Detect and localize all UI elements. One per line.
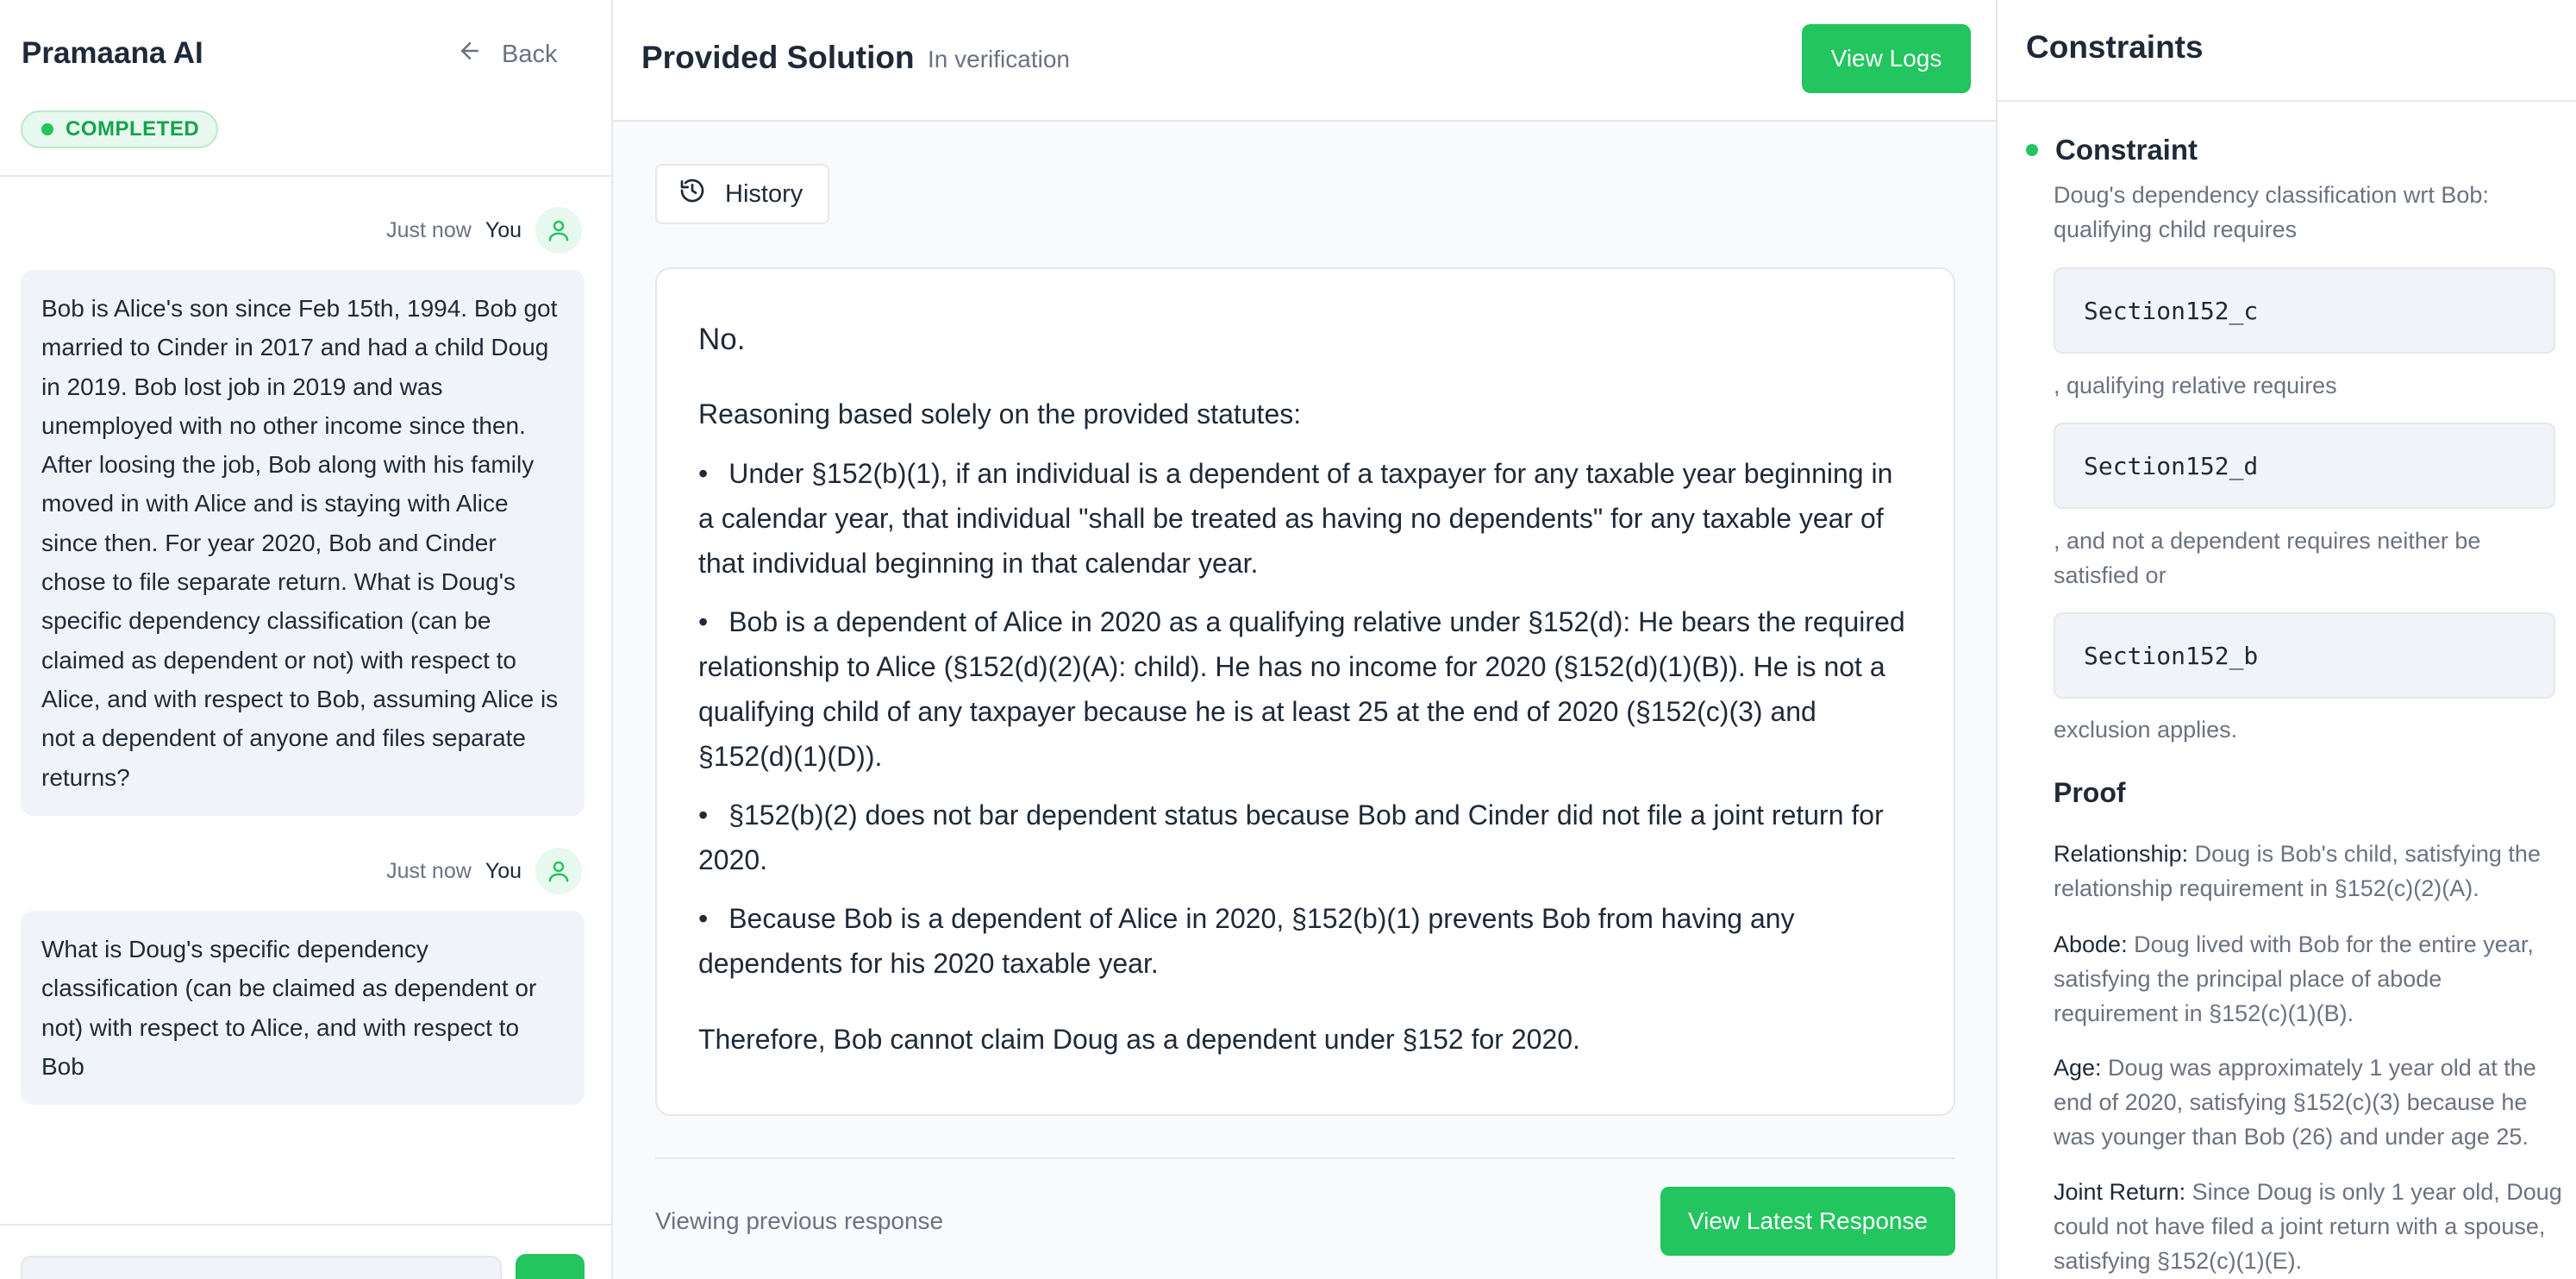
constraint-heading xyxy=(2026,134,2198,166)
proof-item xyxy=(2054,837,2566,906)
page-title: Provided Solution xyxy=(641,40,915,75)
constraint-status-dot xyxy=(2026,144,2038,156)
constraint-description: , qualifying relative requires xyxy=(2054,373,2337,398)
proof-text: Since Doug is only 1 year old, Doug could not have filed a joint return with a spouse, satisfying §152(c)(1)(E). xyxy=(2054,1179,2562,1274)
message-author: You xyxy=(485,217,522,242)
proof-item xyxy=(2054,1050,2566,1154)
chat-panel xyxy=(0,0,613,1279)
reasoning-intro: Reasoning based solely on the provided statutes: xyxy=(698,398,1302,429)
proof-label: Joint Return: xyxy=(2054,1179,2186,1205)
user-icon xyxy=(546,858,572,884)
view-latest-response-button[interactable]: View Latest Response xyxy=(1660,1187,1955,1256)
solution-card xyxy=(655,267,1955,1116)
reasoning-point: • Under §152(b)(1), if an individual is a dependent of a taxpayer for any taxable year beginning in a calendar year, that individual "shall be treated as having no dependents" for any taxable year of that individual beginning in that calendar year. xyxy=(698,451,1912,586)
back-button[interactable] xyxy=(457,38,557,71)
constraint-title: Constraint xyxy=(2055,134,2198,166)
user-message: What is Doug's specific dependency classification (can be claimed as dependent or not) with respect to Alice, and with respect to Bob xyxy=(21,911,585,1105)
reasoning-point: • Bob is a dependent of Alice in 2020 as a qualifying relative under §152(d): He bears the required relationship to Alice (§152(d)(2)(A): child). He has no income for 2020 (§152(d)(1)(B)). He is not a qualifying child of any taxpayer because he is at least 25 at the end of 2020 (§152(c)(3) and §152(d)(1)(D)). xyxy=(698,599,1912,779)
constraint-description: Doug's dependency classification wrt Bob: qualifying child requires xyxy=(2054,182,2489,242)
solution-answer: No. xyxy=(698,323,746,356)
user-icon xyxy=(546,217,572,243)
user-avatar xyxy=(535,848,582,894)
message-meta xyxy=(386,848,582,894)
history-label: History xyxy=(725,179,803,208)
proof-text: Doug was approximately 1 year old at the end of 2020, satisfying §152(c)(3) because he was younger than Bob (26) and under age 25. xyxy=(2054,1055,2536,1150)
chat-header xyxy=(0,0,611,177)
reasoning-list xyxy=(698,451,1912,986)
solution-header xyxy=(613,0,1996,122)
send-button[interactable] xyxy=(516,1254,585,1279)
code-reference: Section152_c xyxy=(2054,267,2555,354)
code-reference: Section152_d xyxy=(2054,423,2555,509)
view-logs-button[interactable]: View Logs xyxy=(1802,24,1971,93)
proof-item xyxy=(2054,1175,2566,1278)
status-label: COMPLETED xyxy=(66,117,200,141)
arrow-left-icon xyxy=(457,38,483,71)
constraints-header xyxy=(1998,0,2576,102)
constraints-panel xyxy=(1998,0,2576,1279)
status-dot xyxy=(41,123,53,135)
message-composer xyxy=(0,1224,613,1279)
solution-panel xyxy=(613,0,1998,1279)
user-avatar xyxy=(535,207,582,254)
app-title: Pramaana AI xyxy=(22,36,203,70)
message-time: Just now xyxy=(386,217,472,242)
solution-conclusion: Therefore, Bob cannot claim Doug as a dependent under §152 for 2020. xyxy=(698,1024,1580,1055)
reasoning-point: • §152(b)(2) does not bar dependent status because Bob and Cinder did not file a joint return for 2020. xyxy=(698,793,1912,882)
back-label: Back xyxy=(502,40,558,68)
status-badge xyxy=(21,110,218,148)
message-time: Just now xyxy=(386,858,472,883)
code-reference: Section152_b xyxy=(2054,612,2555,699)
verification-status: In verification xyxy=(928,46,1070,72)
user-message: Bob is Alice's son since Feb 15th, 1994. Bob got married to Cinder in 2017 and had a child Doug in 2019. Bob lost job in 2019 and was unemployed with no other income since then. After loosing the job, Bob along with his family moved in with Alice and is staying with Alice since then. For year 2020, Bob and Cinder chose to file separate return. What is Doug's specific dependency classification (can be claimed as dependent or not) with respect to Alice, and with respect to Bob, assuming Alice is not a dependent of anyone and files separate returns? xyxy=(21,270,585,816)
constraint-description: exclusion applies. xyxy=(2054,717,2238,743)
proof-title: Proof xyxy=(2054,777,2126,808)
proof-text: Doug lived with Bob for the entire year, satisfying the principal place of abode requirement in §152(c)(1)(B). xyxy=(2054,931,2534,1026)
constraint-description: , and not a dependent requires neither be satisfied or xyxy=(2054,528,2481,588)
proof-text: Doug is Bob's child, satisfying the relationship requirement in §152(c)(2)(A). xyxy=(2054,841,2541,901)
history-button[interactable] xyxy=(655,164,829,224)
constraints-title: Constraints xyxy=(2026,29,2204,65)
proof-label: Abode: xyxy=(2054,931,2128,957)
reasoning-point: • Because Bob is a dependent of Alice in 2020, §152(b)(1) prevents Bob from having any dependents for his 2020 taxable year. xyxy=(698,896,1912,986)
proof-label: Relationship: xyxy=(2054,841,2189,867)
divider xyxy=(655,1157,1955,1159)
proof-item xyxy=(2054,927,2566,1031)
proof-label: Age: xyxy=(2054,1055,2102,1081)
message-meta xyxy=(386,207,582,254)
message-input[interactable] xyxy=(21,1256,502,1279)
viewing-previous-label: Viewing previous response xyxy=(655,1207,944,1234)
message-author: You xyxy=(485,858,522,883)
history-icon xyxy=(678,177,706,211)
